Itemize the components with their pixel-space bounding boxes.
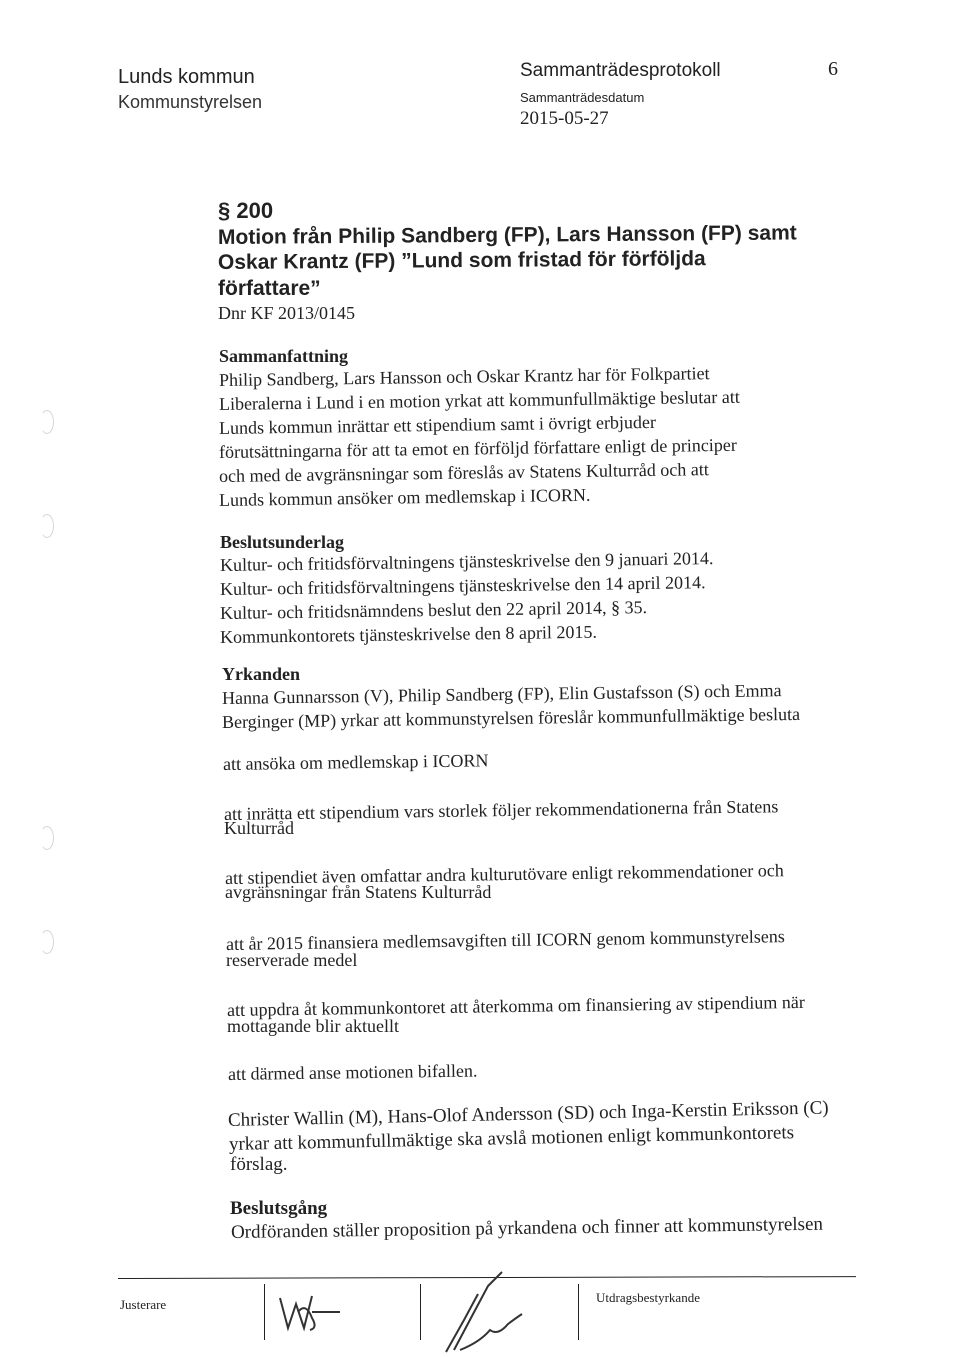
meeting-date-label: Sammanträdesdatum bbox=[520, 90, 645, 105]
motion-clause: att uppdra åt kommunkontoret att återkomma om finansiering av stipendium när bbox=[226, 991, 805, 1020]
organization-unit: Kommunstyrelsen bbox=[118, 92, 263, 112]
counter-motion-line: Christer Wallin (M), Hans-Olof Andersson (SD) och Inga-Kerstin Eriksson (C) bbox=[227, 1097, 829, 1131]
punch-hole bbox=[40, 410, 54, 434]
counter-motion-line: yrkar att kommunfullmäktige ska avslå motionen enligt kommunkontorets bbox=[228, 1122, 795, 1155]
basis-line: Kultur- och fritidsförvaltningens tjänsteskrivelse den 14 april 2014. bbox=[219, 572, 706, 599]
footer-divider bbox=[420, 1284, 421, 1340]
basis-heading: Beslutsunderlag bbox=[220, 532, 345, 552]
justerare-label: Justerare bbox=[120, 1297, 167, 1312]
motion-clause: avgränsningar från Statens Kulturråd bbox=[225, 882, 492, 902]
item-title-line: Motion från Philip Sandberg (FP), Lars Hansson (FP) samt bbox=[217, 221, 797, 249]
paragraph-number: § 200 bbox=[218, 198, 274, 223]
footer-divider bbox=[264, 1284, 265, 1340]
footer-divider bbox=[578, 1284, 579, 1340]
basis-line: Kultur- och fritidsförvaltningens tjänsteskrivelse den 9 januari 2014. bbox=[219, 548, 714, 575]
summary-line: och med de avgränsningar som föreslås av Statens Kulturråd och att bbox=[218, 459, 709, 486]
decision-line: Ordföranden ställer proposition på yrkandena och finner att kommunstyrelsen bbox=[230, 1213, 824, 1243]
motion-clause: att därmed anse motionen bifallen. bbox=[227, 1060, 478, 1084]
motion-clause: att inrätta ett stipendium vars storlek följer rekommendationerna från Statens bbox=[223, 796, 779, 824]
punch-hole bbox=[40, 930, 54, 954]
summary-line: Philip Sandberg, Lars Hansson och Oskar Krantz har för Folkpartiet bbox=[218, 363, 710, 390]
basis-line: Kultur- och fritidsnämndens beslut den 22 april 2014, § 35. bbox=[219, 597, 648, 623]
motion-clause: att stipendiet även omfattar andra kulturutövare enligt rekommendationer och bbox=[224, 860, 784, 888]
registration-number: Dnr KF 2013/0145 bbox=[218, 303, 356, 323]
decision-heading: Beslutsgång bbox=[230, 1198, 328, 1219]
document-type: Sammanträdesprotokoll bbox=[520, 60, 721, 81]
summary-line: Lunds kommun ansöker om medlemskap i ICORN. bbox=[218, 484, 591, 510]
punch-hole bbox=[40, 514, 54, 538]
basis-line: Kommunkontorets tjänsteskrivelse den 8 april 2015. bbox=[219, 621, 598, 647]
utdragsbestyrkande-label: Utdragsbestyrkande bbox=[596, 1290, 700, 1305]
summary-line: Liberalerna i Lund i en motion yrkat att kommunfullmäktige beslutar att bbox=[218, 386, 740, 414]
summary-line: förutsättningarna för att ta emot en förföljd författare enligt de principer bbox=[218, 434, 737, 462]
page-number: 6 bbox=[828, 58, 838, 80]
motions-intro-line: Hanna Gunnarsson (V), Philip Sandberg (FP), Elin Gustafsson (S) och Emma bbox=[221, 680, 782, 708]
signature-initials-2 bbox=[424, 1266, 534, 1356]
summary-line: Lunds kommun inrättar ett stipendium samt i övrigt erbjuder bbox=[218, 411, 657, 438]
punch-hole bbox=[40, 826, 54, 850]
motion-clause: mottagande blir aktuellt bbox=[227, 1016, 399, 1036]
item-title-line: författare” bbox=[218, 277, 321, 300]
item-title-line: Oskar Krantz (FP) ”Lund som fristad för förföljda bbox=[217, 247, 706, 274]
motion-clause: Kulturråd bbox=[224, 818, 294, 838]
motions-heading: Yrkanden bbox=[222, 664, 301, 684]
counter-motion-line: förslag. bbox=[230, 1154, 288, 1175]
signature-initials-1 bbox=[268, 1282, 368, 1342]
motion-clause: att år 2015 finansiera medlemsavgiften till ICORN genom kommunstyrelsens bbox=[225, 926, 785, 954]
motion-clause: reserverade medel bbox=[226, 950, 358, 970]
motions-intro-line: Berginger (MP) yrkar att kommunstyrelsen föreslår kommunfullmäktige besluta bbox=[221, 703, 801, 732]
summary-heading: Sammanfattning bbox=[219, 346, 349, 366]
motion-clause: att ansöka om medlemskap i ICORN bbox=[222, 750, 489, 774]
meeting-date: 2015-05-27 bbox=[520, 108, 609, 129]
organization-name: Lunds kommun bbox=[118, 66, 255, 88]
